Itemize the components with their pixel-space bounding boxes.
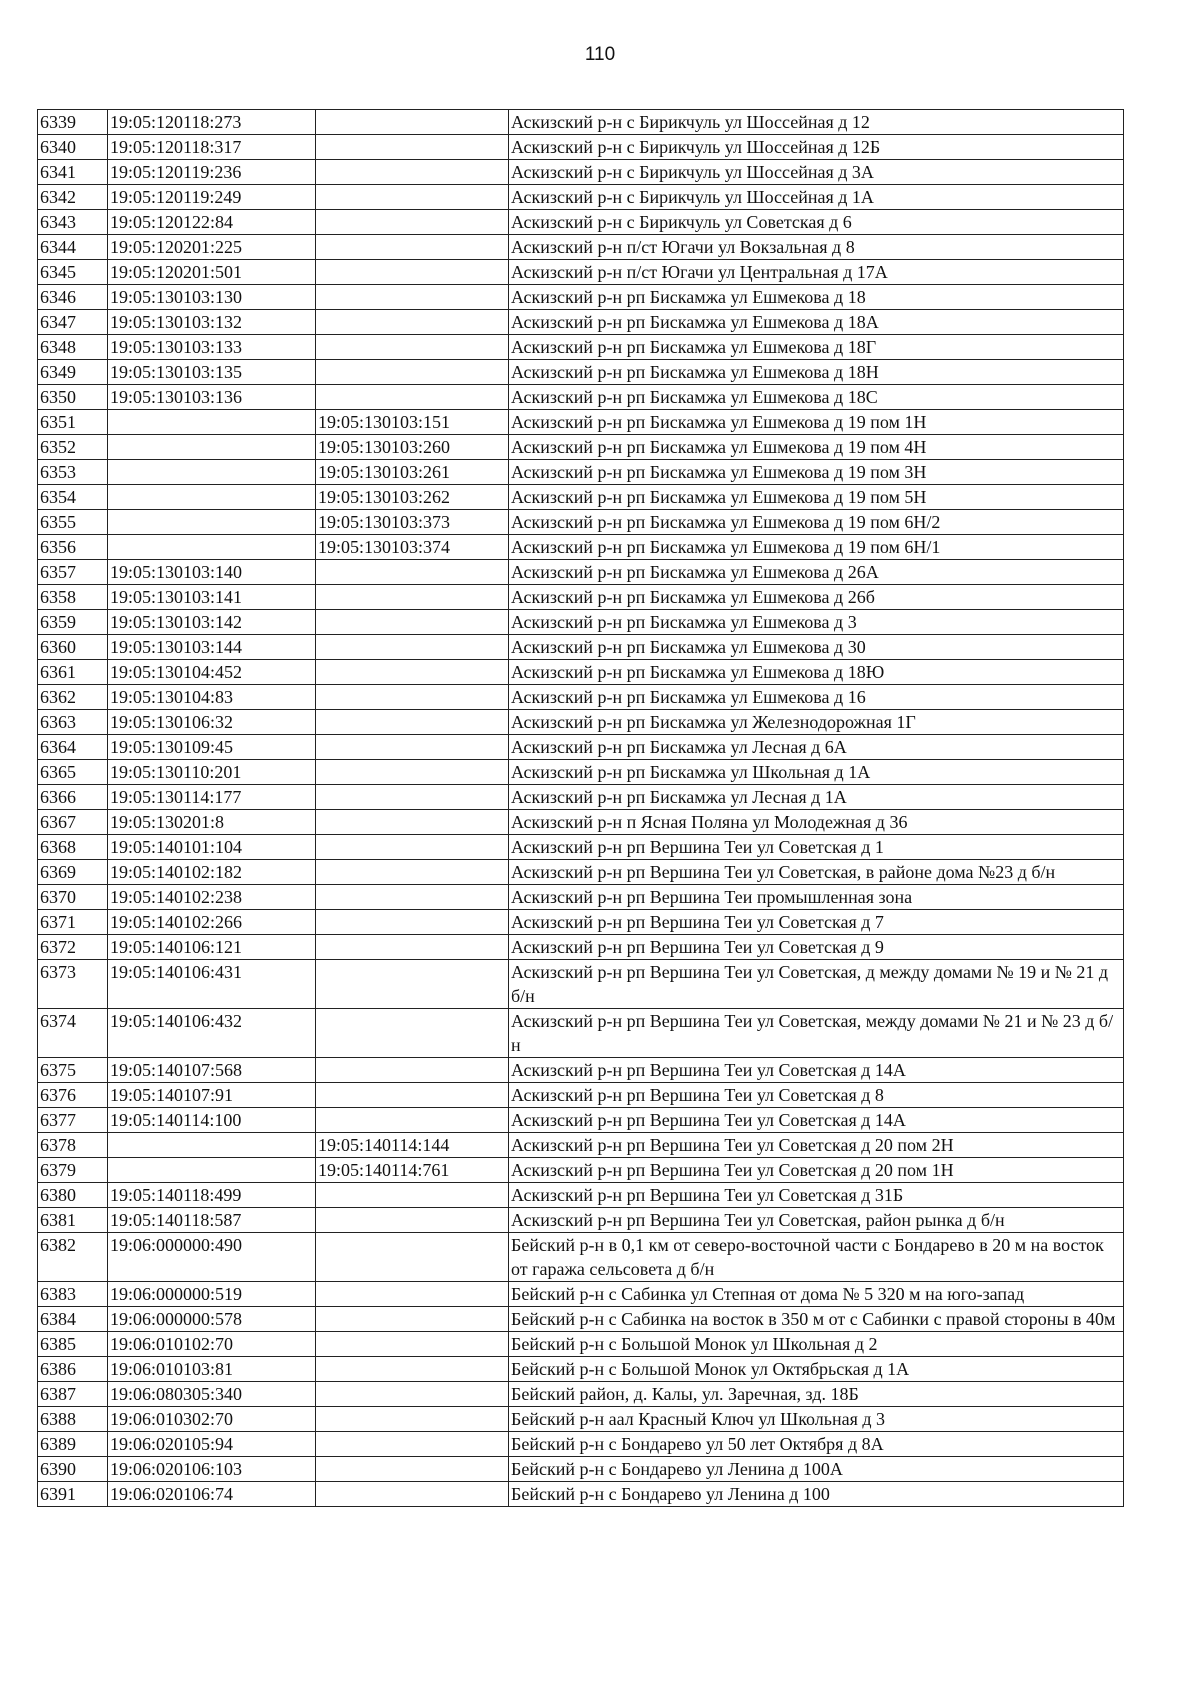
row-number-cell: 6361 (38, 660, 108, 685)
row-number-cell: 6368 (38, 835, 108, 860)
row-number-cell: 6345 (38, 260, 108, 285)
cadastral-number-cell: 19:05:140107:568 (108, 1058, 316, 1083)
table-row (38, 760, 1124, 785)
cadastral-number-cell: 19:05:130109:45 (108, 735, 316, 760)
address-cell: Аскизский р-н рп Бискамжа ул Ешмекова д 18С (509, 385, 1124, 410)
row-number-cell: 6378 (38, 1133, 108, 1158)
cadastral-number-cell: 19:06:020106:103 (108, 1457, 316, 1482)
row-number-cell: 6391 (38, 1482, 108, 1507)
sub-cadastral-number-cell: 19:05:140114:144 (316, 1133, 509, 1158)
address-cell: Аскизский р-н рп Вершина Теи ул Советская, в районе дома №23 д б/н (509, 860, 1124, 885)
row-number-cell: 6344 (38, 235, 108, 260)
cadastral-number-cell: 19:05:120118:273 (108, 110, 316, 135)
table-row (38, 460, 1124, 485)
address-cell: Бейский р-н в 0,1 км от северо-восточной части с Бондарево в 20 м на восток от гаража сельсовета д б/н (509, 1233, 1124, 1282)
sub-cadastral-number-cell (316, 785, 509, 810)
address-cell: Аскизский р-н рп Бискамжа ул Ешмекова д 26б (509, 585, 1124, 610)
sub-cadastral-number-cell (316, 1432, 509, 1457)
row-number-cell: 6389 (38, 1432, 108, 1457)
address-cell: Аскизский р-н п/ст Югачи ул Вокзальная д 8 (509, 235, 1124, 260)
row-number-cell: 6363 (38, 710, 108, 735)
address-cell: Аскизский р-н рп Вершина Теи ул Советская д 1 (509, 835, 1124, 860)
sub-cadastral-number-cell (316, 260, 509, 285)
cadastral-number-cell: 19:05:140106:431 (108, 960, 316, 1009)
address-cell: Аскизский р-н рп Бискамжа ул Ешмекова д 19 пом 6Н/2 (509, 510, 1124, 535)
row-number-cell: 6376 (38, 1083, 108, 1108)
table-row (38, 860, 1124, 885)
row-number-cell: 6350 (38, 385, 108, 410)
address-cell: Бейский р-н с Большой Монок ул Октябрьская д 1А (509, 1357, 1124, 1382)
table-row (38, 1208, 1124, 1233)
row-number-cell: 6351 (38, 410, 108, 435)
sub-cadastral-number-cell (316, 560, 509, 585)
row-number-cell: 6358 (38, 585, 108, 610)
address-cell: Бейский р-н с Бондарево ул Ленина д 100А (509, 1457, 1124, 1482)
sub-cadastral-number-cell (316, 1108, 509, 1133)
address-cell: Аскизский р-н рп Вершина Теи ул Советская, между домами № 21 и № 23 д б/н (509, 1009, 1124, 1058)
table-row (38, 260, 1124, 285)
table-row (38, 1282, 1124, 1307)
address-cell: Аскизский р-н рп Вершина Теи ул Советская д 31Б (509, 1183, 1124, 1208)
sub-cadastral-number-cell (316, 110, 509, 135)
row-number-cell: 6356 (38, 535, 108, 560)
table-row (38, 910, 1124, 935)
cadastral-number-cell: 19:05:140102:238 (108, 885, 316, 910)
address-cell: Аскизский р-н с Бирикчуль ул Шоссейная д 12Б (509, 135, 1124, 160)
sub-cadastral-number-cell (316, 160, 509, 185)
table-row (38, 110, 1124, 135)
sub-cadastral-number-cell (316, 135, 509, 160)
address-cell: Аскизский р-н рп Бискамжа ул Ешмекова д 18А (509, 310, 1124, 335)
table-row (38, 710, 1124, 735)
cadastral-number-cell: 19:05:140102:182 (108, 860, 316, 885)
sub-cadastral-number-cell: 19:05:140114:761 (316, 1158, 509, 1183)
row-number-cell: 6390 (38, 1457, 108, 1482)
sub-cadastral-number-cell (316, 1183, 509, 1208)
cadastral-number-cell: 19:05:130103:130 (108, 285, 316, 310)
address-cell: Аскизский р-н п/ст Югачи ул Центральная д 17А (509, 260, 1124, 285)
cadastral-number-cell: 19:05:120119:236 (108, 160, 316, 185)
address-cell: Бейский р-н с Бондарево ул 50 лет Октября д 8А (509, 1432, 1124, 1457)
table-row (38, 1382, 1124, 1407)
table-row (38, 1407, 1124, 1432)
sub-cadastral-number-cell (316, 685, 509, 710)
address-cell: Аскизский р-н рп Бискамжа ул Ешмекова д 18Н (509, 360, 1124, 385)
cadastral-number-cell: 19:06:020106:74 (108, 1482, 316, 1507)
cadastral-number-cell (108, 1133, 316, 1158)
row-number-cell: 6365 (38, 760, 108, 785)
cadastral-number-cell: 19:05:130104:452 (108, 660, 316, 685)
sub-cadastral-number-cell (316, 1407, 509, 1432)
sub-cadastral-number-cell (316, 635, 509, 660)
address-cell: Аскизский р-н рп Бискамжа ул Ешмекова д 30 (509, 635, 1124, 660)
sub-cadastral-number-cell: 19:05:130103:374 (316, 535, 509, 560)
address-cell: Бейский р-н с Сабинка на восток в 350 м от с Сабинки с правой стороны в 40м (509, 1307, 1124, 1332)
cadastral-number-cell: 19:05:140106:432 (108, 1009, 316, 1058)
cadastral-number-cell: 19:05:130114:177 (108, 785, 316, 810)
table-row (38, 1332, 1124, 1357)
cadastral-number-cell: 19:05:140102:266 (108, 910, 316, 935)
sub-cadastral-number-cell (316, 935, 509, 960)
row-number-cell: 6377 (38, 1108, 108, 1133)
sub-cadastral-number-cell (316, 235, 509, 260)
sub-cadastral-number-cell (316, 760, 509, 785)
table-row (38, 685, 1124, 710)
address-cell: Аскизский р-н рп Бискамжа ул Ешмекова д 18Г (509, 335, 1124, 360)
cadastral-number-cell: 19:06:080305:340 (108, 1382, 316, 1407)
address-cell: Аскизский р-н с Бирикчуль ул Шоссейная д 3А (509, 160, 1124, 185)
sub-cadastral-number-cell (316, 710, 509, 735)
sub-cadastral-number-cell (316, 1282, 509, 1307)
address-cell: Бейский р-н с Бондарево ул Ленина д 100 (509, 1482, 1124, 1507)
cadastral-number-cell: 19:06:000000:519 (108, 1282, 316, 1307)
sub-cadastral-number-cell: 19:05:130103:261 (316, 460, 509, 485)
address-cell: Бейский р-н с Большой Монок ул Школьная д 2 (509, 1332, 1124, 1357)
table-row (38, 135, 1124, 160)
cadastral-number-cell: 19:05:140118:499 (108, 1183, 316, 1208)
table-row (38, 435, 1124, 460)
table-row (38, 560, 1124, 585)
address-cell: Аскизский р-н рп Вершина Теи ул Советская д 14А (509, 1108, 1124, 1133)
row-number-cell: 6388 (38, 1407, 108, 1432)
table-row (38, 1108, 1124, 1133)
row-number-cell: 6385 (38, 1332, 108, 1357)
table-row (38, 1158, 1124, 1183)
row-number-cell: 6375 (38, 1058, 108, 1083)
table-row (38, 360, 1124, 385)
address-cell: Аскизский р-н рп Вершина Теи промышленная зона (509, 885, 1124, 910)
address-cell: Аскизский р-н рп Бискамжа ул Ешмекова д 19 пом 3Н (509, 460, 1124, 485)
cadastral-number-cell: 19:05:130103:142 (108, 610, 316, 635)
cadastral-number-cell: 19:05:130201:8 (108, 810, 316, 835)
row-number-cell: 6386 (38, 1357, 108, 1382)
sub-cadastral-number-cell (316, 960, 509, 1009)
address-cell: Аскизский р-н рп Бискамжа ул Ешмекова д 19 пом 6Н/1 (509, 535, 1124, 560)
row-number-cell: 6346 (38, 285, 108, 310)
row-number-cell: 6343 (38, 210, 108, 235)
row-number-cell: 6340 (38, 135, 108, 160)
cadastral-number-cell (108, 460, 316, 485)
row-number-cell: 6362 (38, 685, 108, 710)
address-cell: Аскизский р-н рп Вершина Теи ул Советская д 7 (509, 910, 1124, 935)
cadastral-number-cell: 19:05:130104:83 (108, 685, 316, 710)
table-row (38, 660, 1124, 685)
address-cell: Аскизский р-н с Бирикчуль ул Шоссейная д 12 (509, 110, 1124, 135)
row-number-cell: 6347 (38, 310, 108, 335)
address-cell: Аскизский р-н рп Вершина Теи ул Советская, район рынка д б/н (509, 1208, 1124, 1233)
sub-cadastral-number-cell (316, 860, 509, 885)
cadastral-number-cell: 19:05:130103:141 (108, 585, 316, 610)
row-number-cell: 6387 (38, 1382, 108, 1407)
table-row (38, 1307, 1124, 1332)
sub-cadastral-number-cell (316, 360, 509, 385)
address-cell: Бейский район, д. Калы, ул. Заречная, зд. 18Б (509, 1382, 1124, 1407)
table-row (38, 1083, 1124, 1108)
address-cell: Аскизский р-н рп Вершина Теи ул Советская д 20 пом 1Н (509, 1158, 1124, 1183)
table-row (38, 485, 1124, 510)
table-row (38, 285, 1124, 310)
address-cell: Аскизский р-н рп Бискамжа ул Лесная д 1А (509, 785, 1124, 810)
sub-cadastral-number-cell (316, 810, 509, 835)
cadastral-number-cell: 19:05:140107:91 (108, 1083, 316, 1108)
row-number-cell: 6379 (38, 1158, 108, 1183)
table-row (38, 735, 1124, 760)
table-row (38, 1058, 1124, 1083)
table-row (38, 610, 1124, 635)
cadastral-number-cell: 19:05:120118:317 (108, 135, 316, 160)
address-cell: Аскизский р-н рп Бискамжа ул Школьная д 1А (509, 760, 1124, 785)
table-row (38, 160, 1124, 185)
table-row (38, 585, 1124, 610)
address-cell: Аскизский р-н рп Бискамжа ул Лесная д 6А (509, 735, 1124, 760)
address-cell: Аскизский р-н рп Бискамжа ул Ешмекова д 19 пом 4Н (509, 435, 1124, 460)
row-number-cell: 6373 (38, 960, 108, 1009)
address-cell: Аскизский р-н рп Бискамжа ул Ешмекова д 18 (509, 285, 1124, 310)
table-row (38, 210, 1124, 235)
address-cell: Аскизский р-н рп Бискамжа ул Ешмекова д 19 пом 1Н (509, 410, 1124, 435)
sub-cadastral-number-cell: 19:05:130103:260 (316, 435, 509, 460)
table-row (38, 410, 1124, 435)
sub-cadastral-number-cell (316, 310, 509, 335)
table-row (38, 1009, 1124, 1058)
sub-cadastral-number-cell (316, 1457, 509, 1482)
address-cell: Аскизский р-н рп Вершина Теи ул Советская, д между домами № 19 и № 21 д б/н (509, 960, 1124, 1009)
row-number-cell: 6369 (38, 860, 108, 885)
row-number-cell: 6372 (38, 935, 108, 960)
address-cell: Аскизский р-н рп Бискамжа ул Ешмекова д 18Ю (509, 660, 1124, 685)
cadastral-number-cell: 19:05:130103:144 (108, 635, 316, 660)
registry-table-body (38, 110, 1124, 1507)
address-cell: Аскизский р-н рп Бискамжа ул Железнодорожная 1Г (509, 710, 1124, 735)
table-row (38, 835, 1124, 860)
cadastral-number-cell: 19:05:140101:104 (108, 835, 316, 860)
row-number-cell: 6380 (38, 1183, 108, 1208)
table-row (38, 1233, 1124, 1282)
row-number-cell: 6353 (38, 460, 108, 485)
sub-cadastral-number-cell (316, 585, 509, 610)
cadastral-number-cell: 19:05:130103:140 (108, 560, 316, 585)
cadastral-number-cell: 19:05:130110:201 (108, 760, 316, 785)
cadastral-number-cell: 19:05:120119:249 (108, 185, 316, 210)
table-row (38, 335, 1124, 360)
address-cell: Аскизский р-н п Ясная Поляна ул Молодежная д 36 (509, 810, 1124, 835)
row-number-cell: 6382 (38, 1233, 108, 1282)
address-cell: Аскизский р-н рп Бискамжа ул Ешмекова д 16 (509, 685, 1124, 710)
table-row (38, 810, 1124, 835)
cadastral-number-cell: 19:05:120201:225 (108, 235, 316, 260)
sub-cadastral-number-cell (316, 1332, 509, 1357)
table-row (38, 185, 1124, 210)
cadastral-number-cell (108, 410, 316, 435)
table-row (38, 1357, 1124, 1382)
sub-cadastral-number-cell (316, 1382, 509, 1407)
sub-cadastral-number-cell (316, 1482, 509, 1507)
row-number-cell: 6359 (38, 610, 108, 635)
address-cell: Аскизский р-н с Бирикчуль ул Шоссейная д 1А (509, 185, 1124, 210)
cadastral-number-cell: 19:06:010302:70 (108, 1407, 316, 1432)
cadastral-number-cell: 19:05:120201:501 (108, 260, 316, 285)
cadastral-number-cell (108, 435, 316, 460)
cadastral-number-cell: 19:06:000000:578 (108, 1307, 316, 1332)
sub-cadastral-number-cell (316, 1307, 509, 1332)
cadastral-number-cell: 19:05:140106:121 (108, 935, 316, 960)
address-cell: Бейский р-н аал Красный Ключ ул Школьная д 3 (509, 1407, 1124, 1432)
sub-cadastral-number-cell (316, 835, 509, 860)
row-number-cell: 6370 (38, 885, 108, 910)
table-row (38, 1133, 1124, 1158)
sub-cadastral-number-cell (316, 285, 509, 310)
address-cell: Бейский р-н с Сабинка ул Степная от дома № 5 320 м на юго-запад (509, 1282, 1124, 1307)
table-row (38, 1183, 1124, 1208)
table-row (38, 935, 1124, 960)
cadastral-number-cell: 19:05:130103:136 (108, 385, 316, 410)
sub-cadastral-number-cell: 19:05:130103:373 (316, 510, 509, 535)
address-cell: Аскизский р-н рп Бискамжа ул Ешмекова д 3 (509, 610, 1124, 635)
cadastral-number-cell: 19:06:010102:70 (108, 1332, 316, 1357)
table-row (38, 635, 1124, 660)
address-cell: Аскизский р-н рп Вершина Теи ул Советская д 20 пом 2Н (509, 1133, 1124, 1158)
row-number-cell: 6374 (38, 1009, 108, 1058)
cadastral-number-cell (108, 510, 316, 535)
row-number-cell: 6355 (38, 510, 108, 535)
cadastral-number-cell: 19:05:120122:84 (108, 210, 316, 235)
row-number-cell: 6342 (38, 185, 108, 210)
table-row (38, 885, 1124, 910)
table-row (38, 535, 1124, 560)
cadastral-number-cell: 19:06:000000:490 (108, 1233, 316, 1282)
cadastral-number-cell: 19:06:010103:81 (108, 1357, 316, 1382)
cadastral-number-cell: 19:05:130103:132 (108, 310, 316, 335)
cadastral-number-cell: 19:06:020105:94 (108, 1432, 316, 1457)
sub-cadastral-number-cell (316, 385, 509, 410)
registry-table (37, 109, 1124, 1507)
table-row (38, 385, 1124, 410)
cadastral-number-cell (108, 535, 316, 560)
sub-cadastral-number-cell (316, 1233, 509, 1282)
cadastral-number-cell: 19:05:140118:587 (108, 1208, 316, 1233)
cadastral-number-cell (108, 1158, 316, 1183)
address-cell: Аскизский р-н рп Вершина Теи ул Советская д 9 (509, 935, 1124, 960)
page-number: 110 (584, 44, 616, 65)
sub-cadastral-number-cell (316, 1009, 509, 1058)
table-row (38, 235, 1124, 260)
cadastral-number-cell: 19:05:130103:133 (108, 335, 316, 360)
table-row (38, 785, 1124, 810)
address-cell: Аскизский р-н с Бирикчуль ул Советская д 6 (509, 210, 1124, 235)
table-row (38, 1432, 1124, 1457)
row-number-cell: 6367 (38, 810, 108, 835)
row-number-cell: 6360 (38, 635, 108, 660)
row-number-cell: 6339 (38, 110, 108, 135)
sub-cadastral-number-cell (316, 1208, 509, 1233)
row-number-cell: 6341 (38, 160, 108, 185)
row-number-cell: 6352 (38, 435, 108, 460)
sub-cadastral-number-cell (316, 335, 509, 360)
row-number-cell: 6381 (38, 1208, 108, 1233)
table-row (38, 310, 1124, 335)
sub-cadastral-number-cell (316, 910, 509, 935)
row-number-cell: 6357 (38, 560, 108, 585)
cadastral-number-cell (108, 485, 316, 510)
row-number-cell: 6371 (38, 910, 108, 935)
row-number-cell: 6384 (38, 1307, 108, 1332)
table-row (38, 510, 1124, 535)
row-number-cell: 6366 (38, 785, 108, 810)
row-number-cell: 6383 (38, 1282, 108, 1307)
sub-cadastral-number-cell (316, 185, 509, 210)
sub-cadastral-number-cell (316, 1058, 509, 1083)
row-number-cell: 6354 (38, 485, 108, 510)
sub-cadastral-number-cell: 19:05:130103:262 (316, 485, 509, 510)
sub-cadastral-number-cell (316, 210, 509, 235)
address-cell: Аскизский р-н рп Бискамжа ул Ешмекова д 26А (509, 560, 1124, 585)
cadastral-number-cell: 19:05:140114:100 (108, 1108, 316, 1133)
sub-cadastral-number-cell (316, 735, 509, 760)
sub-cadastral-number-cell (316, 1357, 509, 1382)
address-cell: Аскизский р-н рп Вершина Теи ул Советская д 14А (509, 1058, 1124, 1083)
row-number-cell: 6349 (38, 360, 108, 385)
table-row (38, 1457, 1124, 1482)
sub-cadastral-number-cell (316, 660, 509, 685)
cadastral-number-cell: 19:05:130106:32 (108, 710, 316, 735)
address-cell: Аскизский р-н рп Вершина Теи ул Советская д 8 (509, 1083, 1124, 1108)
sub-cadastral-number-cell: 19:05:130103:151 (316, 410, 509, 435)
table-row (38, 960, 1124, 1009)
table-row (38, 1482, 1124, 1507)
cadastral-number-cell: 19:05:130103:135 (108, 360, 316, 385)
row-number-cell: 6348 (38, 335, 108, 360)
address-cell: Аскизский р-н рп Бискамжа ул Ешмекова д 19 пом 5Н (509, 485, 1124, 510)
sub-cadastral-number-cell (316, 1083, 509, 1108)
sub-cadastral-number-cell (316, 885, 509, 910)
row-number-cell: 6364 (38, 735, 108, 760)
sub-cadastral-number-cell (316, 610, 509, 635)
